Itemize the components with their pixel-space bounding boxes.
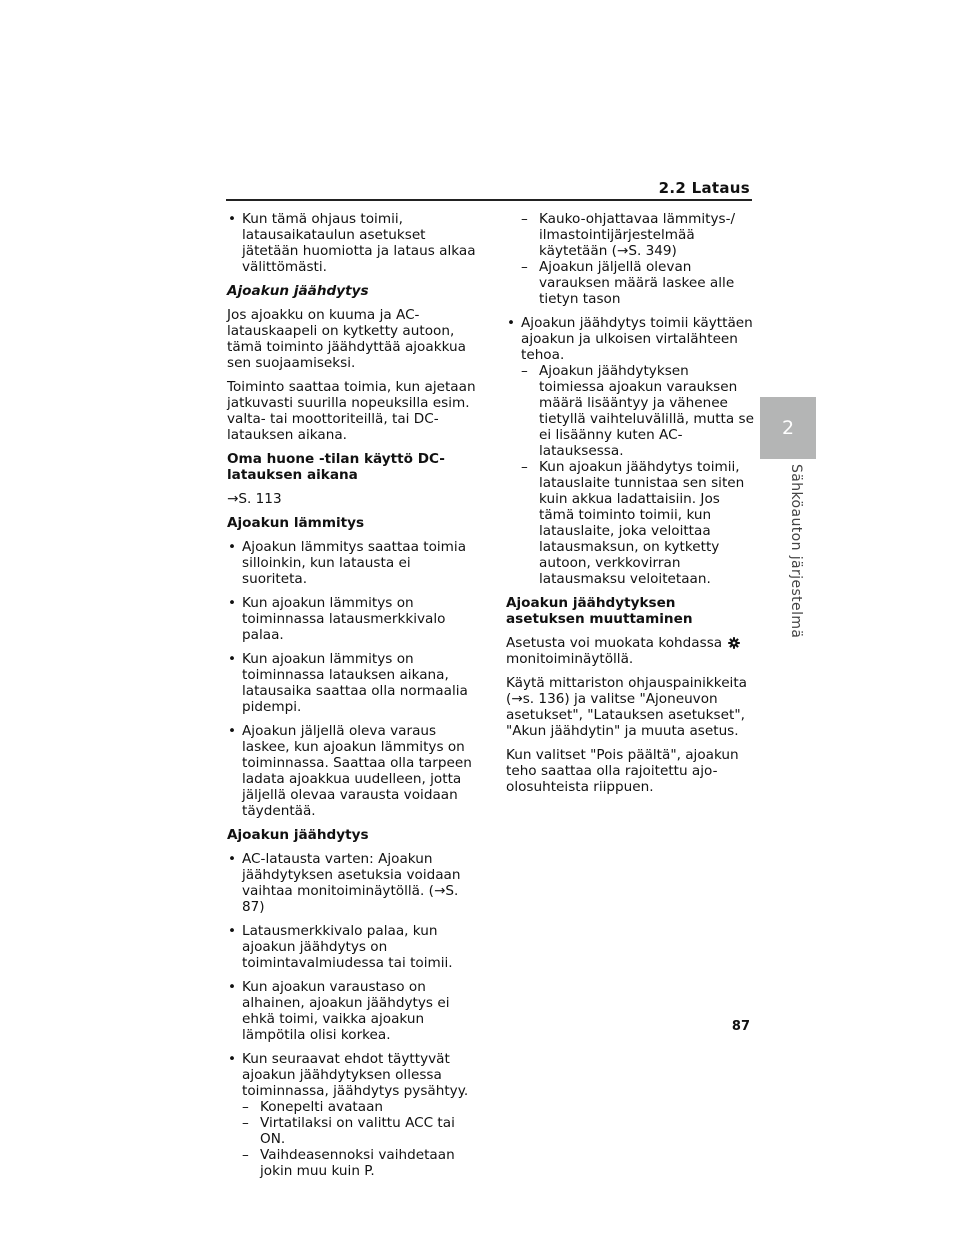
bullet-text: Ajoakun lämmitys saattaa toimia silloinkin, kun latausta ei suoriteta. <box>242 539 467 587</box>
sub-list-item <box>242 1147 477 1179</box>
paragraph: Toiminto saattaa toimia, kun ajetaan jatkuvasti suurilla nopeuksilla esim. valta- tai moottoriteillä, tai DC-latauksen aikana. <box>227 379 476 443</box>
list-item <box>227 923 477 971</box>
list-item <box>227 539 477 587</box>
list-item <box>227 211 477 275</box>
section-heading: Oma huone -tilan käyttö DC-latauksen aikana <box>227 451 445 483</box>
sub-item-text: Kun ajoakun jäähdytys toimii, latauslaite tunnistaa sen siten kuin akkua ladattaisiin. Jos tämä toiminto toimii, kun latauslaite, joka veloittaa latausmaksun, on kytketty autoon, verkkovirran latausmaksu veloitetaan. <box>539 459 745 587</box>
bullet-text: Ajoakun jäähdytys toimii käyttäen ajoakun ja ulkoisen virtalähteen tehoa. <box>521 315 753 363</box>
section-heading: Ajoakun jäähdytys <box>227 283 369 299</box>
bullet-dot: • <box>228 595 237 611</box>
chapter-number: 2 <box>781 417 795 439</box>
dash-marker: – <box>521 363 528 379</box>
dash-marker: – <box>242 1115 249 1131</box>
gear-icon <box>728 637 740 649</box>
paragraph-text: monitoiminäytöllä. <box>506 651 634 667</box>
dash-marker: – <box>521 211 528 227</box>
list-item <box>227 651 477 715</box>
page-reference: →S. 113 <box>227 491 282 507</box>
paragraph: Kun valitset "Pois päältä", ajoakun teho saattaa olla rajoitettu ajo-olosuhteista riippuen. <box>506 747 739 795</box>
bullet-text: Kun ajoakun varaustaso on alhainen, ajoakun jäähdytys ei ehkä toimi, vaikka ajoakun lämpötila olisi korkea. <box>242 979 450 1043</box>
bullet-dot: • <box>507 315 516 331</box>
continued-conditions <box>521 211 756 307</box>
list-item <box>227 1051 477 1179</box>
chapter-tab <box>760 397 816 459</box>
list-item <box>506 315 756 587</box>
sub-list-item <box>521 363 756 459</box>
section-title: 2.2 Lataus <box>658 179 750 197</box>
header-rule <box>226 199 752 201</box>
chapter-title: Sähköauton järjestelmä <box>788 464 804 639</box>
list-item <box>227 851 477 915</box>
sub-list-item <box>521 259 756 307</box>
bullet-text: Latausmerkkivalo palaa, kun ajoakun jäähdytys on toimintavalmiudessa tai toimii. <box>242 923 453 971</box>
paragraph-text: Asetusta voi muokata kohdassa <box>506 635 723 651</box>
page-number: 87 <box>731 1019 750 1034</box>
bullet-dot: • <box>228 851 237 867</box>
bullet-text: Kun seuraavat ehdot täyttyvät ajoakun jäähdytyksen ollessa toiminnassa, jäähdytys pysähtyy. <box>242 1051 469 1099</box>
bullet-dot: • <box>228 923 237 939</box>
list-item <box>227 723 477 819</box>
bullet-text: Kun tämä ohjaus toimii, latausaikataulun asetukset jätetään huomiotta ja lataus alkaa välittömästi. <box>242 211 476 275</box>
sub-item-text: Virtatilaksi on valittu ACC tai ON. <box>260 1115 455 1147</box>
paragraph <box>506 635 756 667</box>
right-column <box>506 211 756 803</box>
sub-list-item <box>242 1115 477 1147</box>
dash-marker: – <box>242 1099 249 1115</box>
list-item <box>227 979 477 1043</box>
sub-list-item <box>242 1099 477 1115</box>
sub-item-text: Ajoakun jäähdytyksen toimiessa ajoakun varauksen määrä lisääntyy ja vähenee tietyllä vaihteluvälillä, mutta se ei lisäänny kuten AC-latauksessa. <box>539 363 754 459</box>
bullet-dot: • <box>228 539 237 555</box>
sub-item-text: Ajoakun jäljellä olevan varauksen määrä laskee alle tietyn tason <box>539 259 735 307</box>
bullet-dot: • <box>228 651 237 667</box>
sub-list-item <box>521 211 756 259</box>
bullet-dot: • <box>228 723 237 739</box>
paragraph: Käytä mittariston ohjauspainikkeita (→s. 136) ja valitse "Ajoneuvon asetukset", "Latauksen asetukset", "Akun jäähdytin" ja muuta asetus. <box>506 675 747 739</box>
sub-item-text: Kauko-ohjattavaa lämmitys-/ ilmastointijärjestelmää käytetään (→S. 349) <box>539 211 736 259</box>
sub-list-item <box>521 459 756 587</box>
section-heading: Ajoakun lämmitys <box>227 515 365 531</box>
bullet-dot: • <box>228 979 237 995</box>
list-item <box>227 595 477 643</box>
bullet-text: AC-latausta varten: Ajoakun jäähdytyksen asetuksia voidaan vaihtaa monitoiminäytöllä. (→S. 87) <box>242 851 461 915</box>
dash-marker: – <box>521 459 528 475</box>
section-heading: Ajoakun jäähdytys <box>227 827 369 843</box>
section-heading: Ajoakun jäähdytyksen asetuksen muuttaminen <box>506 595 693 627</box>
bullet-text: Kun ajoakun lämmitys on toiminnassa latausmerkkivalo palaa. <box>242 595 446 643</box>
bullet-text: Kun ajoakun lämmitys on toiminnassa latauksen aikana, latausaika saattaa olla normaalia pidempi. <box>242 651 468 715</box>
left-column <box>227 211 477 1187</box>
dash-marker: – <box>242 1147 249 1163</box>
bullet-dot: • <box>228 211 237 227</box>
bullet-text: Ajoakun jäljellä oleva varaus laskee, kun ajoakun lämmitys on toiminnassa. Saattaa olla tarpeen ladata ajoakkua uudelleen, jotta jäljellä olevaa varausta voidaan täydentää. <box>242 723 472 819</box>
paragraph: Jos ajoakku on kuuma ja AC-latauskaapeli on kytketty autoon, tämä toiminto jäähdyttää ajoakkua sen suojaamiseksi. <box>227 307 466 371</box>
sub-item-text: Vaihdeasennoksi vaihdetaan jokin muu kuin P. <box>260 1147 455 1179</box>
sub-item-text: Konepelti avataan <box>260 1099 384 1115</box>
bullet-dot: • <box>228 1051 237 1067</box>
dash-marker: – <box>521 259 528 275</box>
